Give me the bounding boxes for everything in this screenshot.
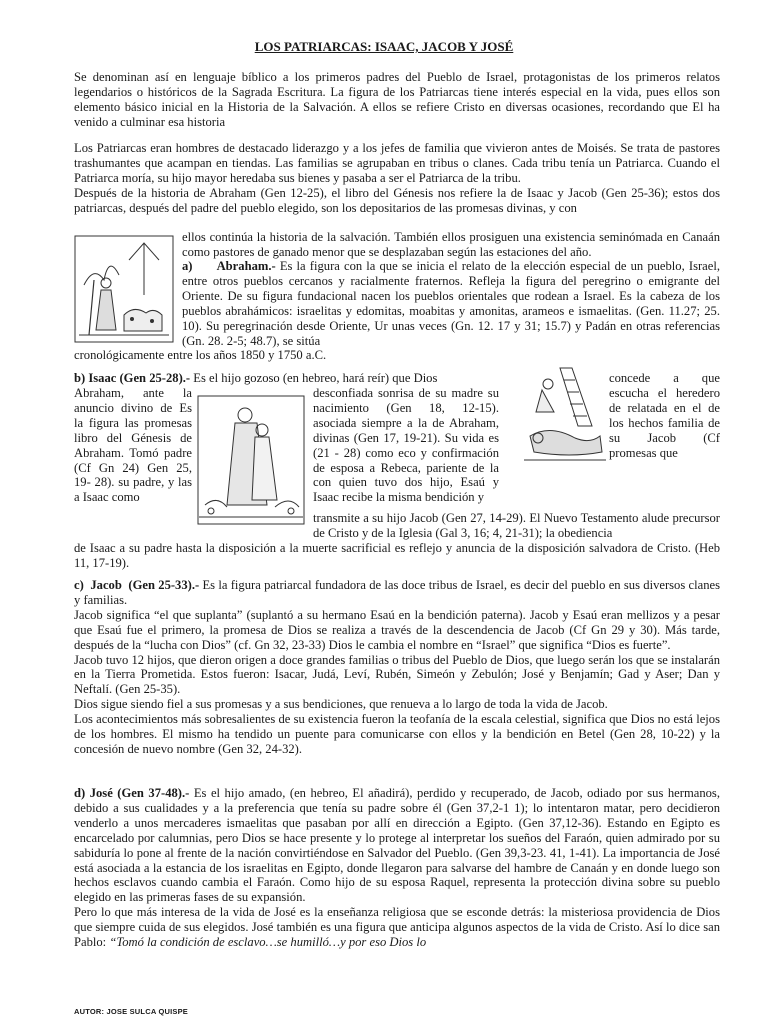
abraham-text: Es la figura con la que se inicia el relato de la elección especial de un pueblo, Israel, entre otros pueblos cercanos y racialmente fraternos. Refleja la figura del peregrino o emigrante del Oriente. De su figura fundacional nacen los pueblos orientales que rodean a Israel. Es la cabeza de los pueblos abrahámicos: israelitas y edomitas, moabitas y amonitas, arameos e ismaelitas. (Gen. 11.27; 25. 10). Su peregrinación desde Oriente, Ur unas veces (Gn. 12. 17 y 31; 15.7) y Padán en otras referencias (Gn. 28. 2-5; 48.7), se sitúa: [182, 259, 720, 348]
abraham-heading: a) Abraham.-: [182, 259, 276, 273]
isaac-right-column: [609, 371, 720, 460]
abraham-section: [182, 259, 720, 348]
isaac-wide-text: transmite a su hijo Jacob (Gen 27, 14-29). El Nuevo Testamento alude precursor de Cristo y de la Iglesia (Gal 3, 16; 4, 21-31); la obediencia: [313, 511, 720, 540]
jose-section: [74, 786, 720, 950]
isaac-top-text: Es el hijo gozoso (en hebreo, hará reír) que Dios: [190, 371, 438, 385]
jacob-heading: c) Jacob (Gen 25-33).-: [74, 578, 200, 592]
abraham-illustration: [74, 235, 174, 343]
isaac-left-column: [74, 386, 192, 505]
isaac-header-line: [74, 371, 544, 386]
historia-continuation: [182, 230, 720, 260]
isaac-right-text: concede a que escucha el heredero de relatada en el de los hechos familia de su Jacob (Cf promesas que: [609, 371, 720, 460]
historia-cont-text: ellos continúa la historia de la salvación. También ellos prosiguen una existencia seminómada en Canaán como pastores de ganado menor que se desplazaban según las estaciones del año.: [182, 230, 720, 259]
isaac-left-text: Abraham, ante la anuncio divino de Es la figura las promesas libro del Génesis de Abraham. Tomó padre (Cf Gn 24) Gen 25, 19- 28). su padre, y las a Isaac como: [74, 386, 192, 505]
jacob-ladder-illustration: [520, 366, 610, 466]
isaac-heading: b) Isaac (Gen 25-28).-: [74, 371, 191, 385]
jose-text: Es el hijo amado, (en hebreo, El añadirá), perdido y recuperado, de Jacob, odiado por sus hermanos, debido a sus cualidades y a la preferencia que tenía su padre sobre él (Gen 37,2-1 1); lo intentaron matar, pero decidieron venderlo a unos mercaderes ismaelitas que pasaban por allí en dirección a Egipto. (Gen 37,12-36). Estando en Egipto es encarcelado por calumnias, pero Dios se hace presente y lo protege al interpretar los sueños del Faraón, quien admirado por su sabiduría lo pone al frente de la nación convirtiéndose en Salvador del Pueblo. (Gen 39,3-23. 41, 1-41). La importancia de José está asociada a la estancia de los israelitas en Egipto, donde llegaron para salvarse del hambre de Canaán y en donde luego son hechos esclavos cuando cambia el Faraón. Como hijo de su esposa Raquel, representa la protección divina sobre su pueblo elegido en las primeras fases de su expansión.: [74, 786, 720, 905]
jose-quote: “Tomó la condición de esclavo…se humilló…y por eso Dios lo: [109, 935, 427, 950]
isaac-wide-line: [313, 511, 720, 541]
jose-religious-text: Pero lo que más interesa de la vida de José es la enseñanza religiosa que se esconde detrás: la misteriosa providencia de Dios que siempre cuida de sus elegidos. José también es una figura que anticipa algunos aspectos de la vida de Cristo. Así lo dice san Pablo:: [74, 905, 720, 950]
intro-paragraph: [74, 70, 720, 130]
jacob-events-text: Los acontecimientos más sobresalientes de su existencia fueron la teofanía de la escala celestial, significa que Dios no está lejos de los hombres. El mismo ha tendido un puente para comunicarse con ellos y la bendición en Betel (Gen 28, 10-22) y la concesión de nuevo nombre (Gen 32, 24-32).: [74, 712, 720, 756]
jacob-promises-text: Dios sigue siendo fiel a sus promesas y a sus bendiciones, que renueva a lo largo de toda la vida de Jacob.: [74, 697, 608, 712]
patriarcas-text: Los Patriarcas eran hombres de destacado liderazgo y a los jefes de familia que vivieron antes de Moisés. Se trata de pastores trashumantes que acampan en tiendas. Las familias se agrupaban en tribus o clanes. Cada tribu tenía un Patriarca. Cuando el Patriarca moría, su hijo mayor heredaba sus bienes y pasaba a ser el Patriarca de la tribu.: [74, 141, 720, 185]
isaac-middle-text: desconfiada sonrisa de su madre su nacimiento (Gen 18, 12-15). asociada siempre a la de Abraham, divinas (Gen 17, 19-21). Su vida es (21 - 28) como eco y confirmación de esposa a Rebeca, pariente de la con quien tuvo dos hijo, Esaú y Isaac recibe la misma bendición y: [313, 386, 499, 505]
page-title: LOS PATRIARCAS: ISAAC, JACOB Y JOSÉ: [254, 39, 514, 54]
historia-text: Después de la historia de Abraham (Gen 12-25), el libro del Génesis nos refiere la de Isaac y Jacob (Gen 25-36); estos dos patriarcas, después del padre del pueblo elegido, son los depositarios de las promesas divinas, y con: [74, 185, 720, 215]
intro-text: Se denominan así en lenguaje bíblico a los primeros padres del Pueblo de Israel, protagonistas de los primeros relatos legendarios o históricos de la Sagrada Escritura. La figura de los Patriarcas tiene interés especial en la vida, pues ellos son elemento básico inicial en la Historia de la Salvación. A ellos se refiere Cristo en diversas ocasiones, recordando que El ha venido a culminar esa historia: [74, 70, 720, 129]
isaac-tail: [74, 541, 720, 571]
isaac-tail-text: de Isaac a su padre hasta la disposición a la muerte sacrificial es reflejo y anuncia de la disposición salvadora de Cristo. (Heb 11, 17-19).: [74, 541, 720, 570]
isaac-middle-column: [313, 386, 499, 505]
jacob-section: [74, 578, 720, 757]
patriarcas-paragraph: [74, 141, 720, 216]
abraham-tail: [74, 348, 720, 363]
jose-heading: d) José (Gen 37-48).-: [74, 786, 190, 800]
isaac-illustration: [197, 395, 305, 525]
jacob-sons-text: Jacob tuvo 12 hijos, que dieron origen a doce grandes familias o tribus del Pueblo de Dios, que luego serán los que se instalarán en la Tierra Prometida. Estos fueron: Isacar, Judá, Leví, Rubén, Simeón y Zebulón; José y Benjamín; Gad y Aser; Dan y Neftalí. (Gen 25-35).: [74, 652, 720, 697]
jacob-text: Es la figura patriarcal fundadora de las doce tribus de Israel, es decir del pueblo en sus diversos clanes y familias.: [74, 578, 720, 607]
author-footer: AUTOR: JOSE SULCA QUISPE: [74, 1007, 188, 1016]
abraham-tail-text: cronológicamente entre los años 1850 y 1750 a.C.: [74, 348, 327, 362]
jacob-meaning-text: Jacob significa “el que suplanta” (suplantó a su hermano Esaú en la bendición paterna). Jacob y Esaú eran mellizos y a pesar que Esaú fue el primero, la promesa de Dios se realiza a través de la descendencia de Jacob (Cf Gn 29 y 30). Más tarde, después de la “lucha con Dios” (cf. Gn 32, 23-33) Dios le cambia el nombre en “Israel” que significa “Dios es fuerte”.: [74, 607, 720, 652]
